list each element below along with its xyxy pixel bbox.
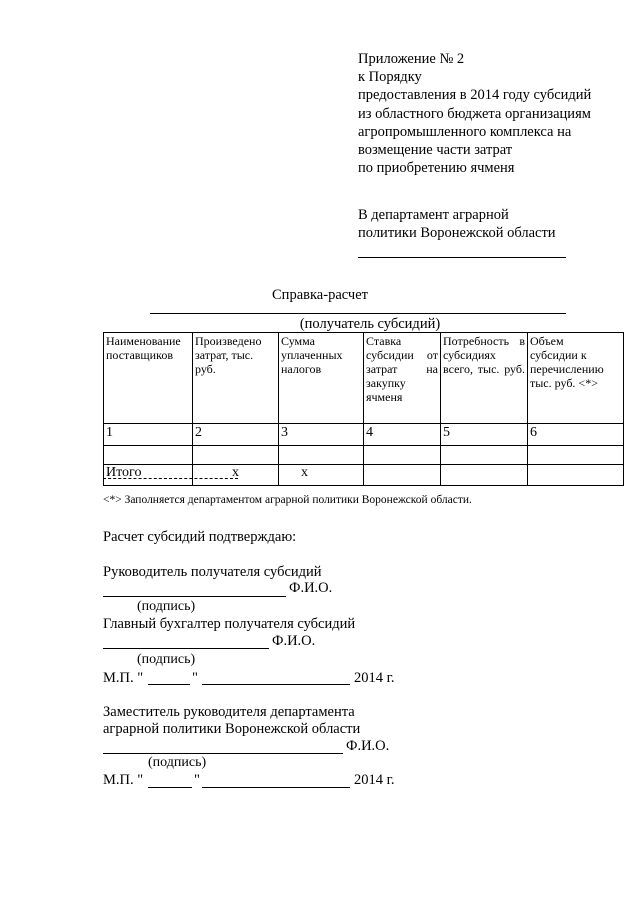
addressee-underline [358, 257, 566, 258]
appendix-line: предоставления в 2014 году субсидий [358, 87, 592, 104]
table-cell[interactable] [193, 446, 279, 465]
document-title: Справка-расчет [272, 287, 368, 303]
accountant-fio: Ф.И.О. [272, 633, 316, 649]
head-signature-line[interactable] [103, 596, 286, 597]
appendix-header [358, 50, 591, 177]
seal-date-prefix: М.П. " [103, 670, 144, 686]
date-month-line[interactable] [202, 684, 350, 685]
header-taxes: Сумма уплаченных налогов [279, 333, 364, 424]
header-costs: Произведено затрат, тыс. руб. [193, 333, 279, 424]
total-cell[interactable] [528, 465, 624, 486]
total-cell[interactable] [364, 465, 441, 486]
deputy-title-line-2: аграрной политики Воронежской области [103, 721, 361, 737]
date-day-line-2[interactable] [148, 787, 192, 788]
head-title: Руководитель получателя субсидий [103, 564, 322, 580]
head-signature-label: (подпись) [137, 599, 196, 614]
deputy-fio: Ф.И.О. [346, 738, 390, 754]
footnote: <*> Заполняется департаментом аграрной политики Воронежской области. [103, 494, 472, 506]
column-number: 5 [441, 424, 528, 446]
header-suppliers: Наименование поставщиков [104, 333, 193, 424]
header-volume: Объем субсидии к перечислению тыс. руб. <*> [528, 333, 624, 424]
accountant-signature-line[interactable] [103, 648, 269, 649]
addressee-line: политики Воронежской области [358, 225, 556, 242]
column-number: 4 [364, 424, 441, 446]
table-cell[interactable] [441, 446, 528, 465]
appendix-line: агропромышленного комплекса на [358, 123, 572, 140]
appendix-line: к Порядку [358, 69, 422, 86]
accountant-signature-label: (подпись) [137, 652, 196, 667]
column-number: 3 [279, 424, 364, 446]
recipient-underline [150, 313, 566, 314]
deputy-signature-line[interactable] [103, 753, 343, 754]
deputy-title-line-1: Заместитель руководителя департамента [103, 704, 355, 720]
total-label: Итого [104, 465, 193, 486]
addressee-line: В департамент аграрной [358, 207, 509, 223]
seal-date-year: 2014 г. [354, 670, 395, 686]
column-number: 6 [528, 424, 624, 446]
accountant-title: Главный бухгалтер получателя субсидий [103, 616, 356, 632]
seal-date-quote: " [192, 670, 198, 686]
appendix-line: по приобретению ячменя [358, 160, 515, 177]
total-cell: x [193, 465, 279, 486]
recipient-label: (получатель субсидий) [299, 316, 441, 332]
table-header-row [104, 333, 624, 424]
table-total-row [104, 465, 624, 486]
column-number: 2 [193, 424, 279, 446]
calculation-table [103, 332, 624, 486]
table-cell[interactable] [104, 446, 193, 465]
deputy-signature-label: (подпись) [148, 755, 207, 770]
appendix-line: из областного бюджета организациям [358, 105, 591, 122]
head-fio: Ф.И.О. [289, 580, 333, 596]
addressee [358, 206, 556, 242]
date-day-line[interactable] [148, 684, 190, 685]
seal-date-prefix-2: М.П. " [103, 772, 144, 788]
seal-date-quote-2: " [194, 772, 200, 788]
footnote-separator [103, 478, 238, 479]
table-row [104, 446, 624, 465]
total-cell[interactable] [441, 465, 528, 486]
confirm-statement: Расчет субсидий подтверждаю: [103, 529, 297, 545]
column-number: 1 [104, 424, 193, 446]
header-rate: Ставка субсидии от затрат на закупку ячменя [364, 333, 441, 424]
table-row [104, 424, 624, 446]
header-need: Потребность в субсидиях всего, тыс. руб. [441, 333, 528, 424]
table-cell[interactable] [528, 446, 624, 465]
date-month-line-2[interactable] [202, 787, 350, 788]
appendix-line: Приложение № 2 [358, 51, 465, 67]
seal-date-year-2: 2014 г. [354, 772, 395, 788]
table-cell[interactable] [279, 446, 364, 465]
table-cell[interactable] [364, 446, 441, 465]
total-cell: x [279, 465, 364, 486]
appendix-line: возмещение части затрат [358, 142, 513, 159]
